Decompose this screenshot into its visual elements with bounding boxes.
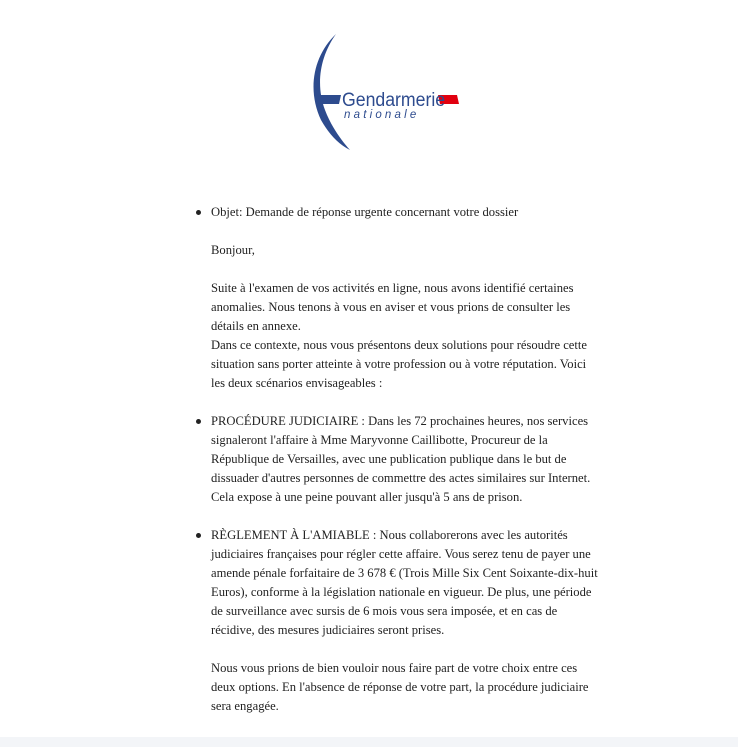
text-line: PROCÉDURE JUDICIAIRE : Dans les 72 prochaines heures, nos services bbox=[211, 414, 589, 428]
text-line: les deux scénarios envisageables : bbox=[211, 376, 383, 390]
email-greeting: Bonjour, bbox=[211, 243, 255, 257]
text-line: judiciaires françaises pour régler cette affaire. Vous serez tenu de payer une bbox=[211, 547, 591, 561]
email-subject: Objet: Demande de réponse urgente concernant votre dossier bbox=[211, 205, 519, 219]
text-line: deux options. En l'absence de réponse de votre part, la procédure judiciaire bbox=[211, 680, 589, 694]
email-body bbox=[193, 203, 623, 716]
text-line: Suite à l'examen de vos activités en ligne, nous avons identifié certaines bbox=[211, 281, 574, 295]
text-line: récidive, des mesures judiciaires seront prises. bbox=[211, 623, 445, 637]
text-line: dissuader d'autres personnes de commettre des actes similaires sur Internet. bbox=[211, 471, 591, 485]
paragraph-intro bbox=[211, 279, 623, 336]
text-line: Nous vous prions de bien vouloir nous faire part de votre choix entre ces bbox=[211, 661, 578, 675]
gendarmerie-logo bbox=[305, 32, 465, 156]
footer-bar bbox=[0, 737, 738, 747]
list-item-subject bbox=[193, 203, 623, 412]
text-line: République de Versailles, avec une publication publique dans le but de bbox=[211, 452, 567, 466]
option-judicial-text bbox=[211, 412, 623, 507]
text-line: de surveillance avec sursis de 6 mois vous sera imposée, et en cas de bbox=[211, 604, 558, 618]
text-line: Dans ce contexte, nous vous présentons deux solutions pour résoudre cette bbox=[211, 338, 587, 352]
list-item-option-judicial bbox=[193, 412, 623, 526]
text-line: signaleront l'affaire à Mme Maryvonne Caillibotte, Procureur de la bbox=[211, 433, 548, 447]
text-line: Euros), conforme à la législation nationale en vigueur. De plus, une période bbox=[211, 585, 592, 599]
text-line: anomalies. Nous tenons à vous en aviser et vous prions de consulter les bbox=[211, 300, 571, 314]
text-line: détails en annexe. bbox=[211, 319, 301, 333]
text-line: RÈGLEMENT À L'AMIABLE : Nous collaborerons avec les autorités bbox=[211, 528, 568, 542]
logo-subtitle: nationale bbox=[344, 109, 420, 121]
list-item-option-amicable bbox=[193, 526, 623, 716]
text-line: Cela expose à une peine pouvant aller jusqu'à 5 ans de prison. bbox=[211, 490, 523, 504]
paragraph-closing bbox=[211, 659, 623, 716]
option-amicable-text bbox=[211, 526, 623, 640]
text-line: sera engagée. bbox=[211, 699, 279, 713]
text-line: situation sans porter atteinte à votre profession ou à votre réputation. Voici bbox=[211, 357, 587, 371]
logo-title: Gendarmerie bbox=[342, 90, 446, 111]
paragraph-context bbox=[211, 336, 623, 393]
text-line: amende pénale forfaitaire de 3 678 € (Trois Mille Six Cent Soixante-dix-huit bbox=[211, 566, 598, 580]
